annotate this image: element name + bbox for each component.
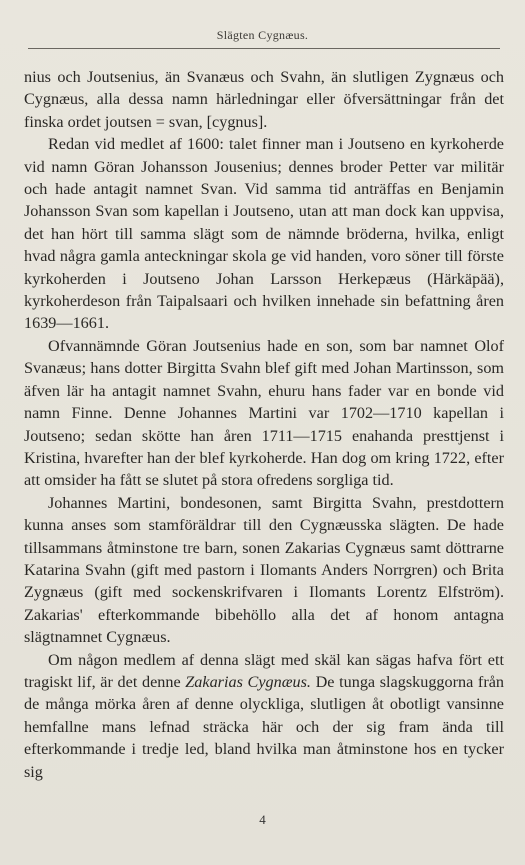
paragraph-5 bbox=[24, 649, 504, 783]
paragraph-2: Redan vid medlet af 1600: talet finner man i Joutseno en kyrkoherde vid namn Göran Johansson Jousenius; dennes broder Petter var militär och hade antagit namnet Svan. Vid samma tid anträffas en Benjamin Johansson Svan som kapellan i Joutseno, utan att man dock kan uppvisa, det han hört till samma slägt som de nämnde bröderna, hvilka, enligt hvad några gamla anteckningar skola ge vid handen, voro söner till förste kyrkoherden i Joutseno Johan Larsson Herkepæus (Härkäpää), kyrkoherdeson från Taipalsaari och hvilken innehade sin befattning åren 1639—1661. bbox=[24, 135, 504, 333]
running-title: Slägten Cygnæus. bbox=[216, 28, 309, 42]
paragraph-5-text-before: Om någon medlem af denna slägt med skäl kan sägas hafva fört ett tragiskt lif, är det denne bbox=[24, 650, 504, 691]
paragraph-5-text-after: De tunga slagskuggorna från de många mörka åren af denne olyckliga, slutligen åt obotligt vansinne hemfallne mans lefnad sträcka här och der sig fram ända till efterkommande i tredje led, bland hvilka man åtminstone hos en tycker sig bbox=[24, 672, 504, 781]
emphasized-name: Zakarias Cygnæus. bbox=[185, 672, 311, 691]
header-rule bbox=[28, 48, 500, 49]
paragraph-4: Johannes Martini, bondesonen, samt Birgitta Svahn, prestdottern kunna anses som stamföräldrar till den Cygnæusska slägten. De hade tillsammans åtminstone tre barn, sonen Zakarias Cygnæus samt döttrarne Katarina Svahn (gift med pastorn i Ilomants Anders Norrgren) och Brita Zygnæus (gift med sockenskrifvaren i Ilomants Lorentz Elfström). Zakarias' efterkommande bibehöllo alla det af honom antagna slägtnamnet Cygnæus. bbox=[24, 493, 504, 647]
paragraph-3: Ofvannämnde Göran Joutsenius hade en son, som bar namnet Olof Svanæus; hans dotter Birgitta Svahn blef gift med Johan Martinsson, som äfven lär ha antagit namnet Svahn, ehuru hans fader var en bonde vid namn Finne. Denne Johannes Martini var 1702—1710 kapellan i Joutseno; sedan skötte han åren 1711—1715 enahanda presttjenst i Kristina, hvarefter han der blef kyrkoherde. Han dog om kring 1722, efter att omsider ha fått se slutet på stora ofredens sorgliga tid. bbox=[24, 336, 504, 490]
paragraph-1: nius och Joutsenius, än Svanæus och Svahn, än slutligen Zygnæus och Cygnæus, alla dessa namn härledningar eller öfversättningar från det finska ordet joutsen = svan, [cygnus]. bbox=[24, 68, 504, 131]
body-text bbox=[24, 66, 504, 783]
page-number: 4 bbox=[259, 812, 266, 827]
